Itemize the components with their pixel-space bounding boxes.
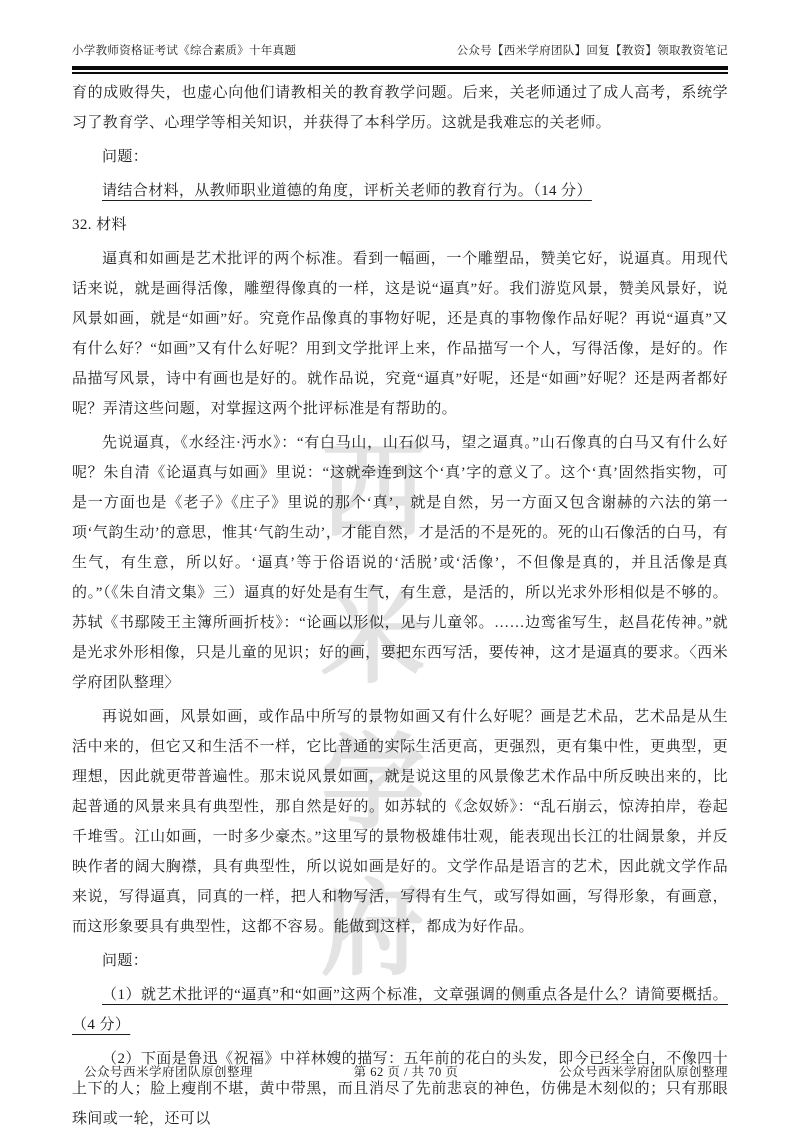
header-rule-thin bbox=[72, 72, 728, 74]
question-31-label: 问题： bbox=[102, 149, 149, 165]
material-31-continuation: 育的成败得失，也虚心向他们请教相关的教育教学问题。后来，关老师通过了成人高考，系统学习了教育学、心理学等相关知识，并获得了本科学历。这就是我难忘的关老师。 bbox=[72, 85, 728, 131]
material-32-paragraph-3: 再说如画，风景如画，或作品中所写的景物如画又有什么好呢？画是艺术品，艺术品是从生活中来的，但它又和生活不一样，它比普通的实际生活更高，更强烈，更有集中性，更典型，更理想，因此就更带普遍性。那末说风景如画，就是说这里的风景像艺术作品中所反映出来的，比起普通的风景来具有典型性，那自然是好的。如苏轼的《念奴娇》：“乱石崩云，惊涛拍岸，卷起千堆雪。江山如画，一时多少豪杰。”这里写的景物极雄伟壮观，能表现出长江的壮阔景象，并反映作者的阔大胸襟，具有典型性，所以说如画是好的。文学作品是语言的艺术，因此就文学作品来说，写得逼真，同真的一样，把人和物写活，写得有生气，或写得如画，写得形象，有画意，而这形象要具有典型性，这都不容易。能做到这样，都成为好作品。 bbox=[72, 709, 728, 935]
header-promo: 公众号【西米学府团队】回复【教资】领取教资笔记 bbox=[456, 45, 728, 57]
item-32-heading: 32. 材料 bbox=[72, 217, 127, 233]
watermark-line-1: 西米 bbox=[320, 435, 443, 696]
page-header bbox=[72, 42, 728, 58]
document-body bbox=[72, 78, 728, 1132]
question-32-label: 问题： bbox=[102, 953, 149, 969]
material-32-paragraph-1: 逼真和如画是艺术批评的两个标准。看到一幅画，一个雕塑品，赞美它好，说逼真。用现代话来说，就是画得活像，雕塑得像真的一样，这是说“逼真”好。我们游览风景，赞美风景好，说风景如画，就是“如画”好。究竟作品像真的事物好呢，还是真的事物像作品好呢？再说“逼真”又有什么好？“如画”又有什么好呢？用到文学批评上来，作品描写一个人，写得活像，是好的。作品描写风景，诗中有画也是好的。就作品说，究竟“逼真”好呢，还是“如画”好呢？还是两者都好呢？弄清这些问题，对掌握这两个批评标准是有帮助的。 bbox=[72, 251, 728, 417]
header-rule-thick bbox=[72, 66, 728, 70]
question-32-2: （2）下面是鲁迅《祝福》中祥林嫂的描写：五年前的花白的头发，即今已经全白，不像四十上下的人；脸上瘦削不堪，黄中带黑，而且消尽了先前悲哀的神色，仿佛是木刻似的；只有那眼珠间或一轮，还可以 bbox=[72, 1051, 728, 1127]
page-footer bbox=[72, 1062, 728, 1080]
watermark-line-2: 学府 bbox=[320, 727, 443, 988]
header-rule bbox=[72, 66, 728, 74]
footer-left-credit: 公众号西米学府团队原创整理 bbox=[84, 1065, 254, 1079]
footer-page-indicator: 第 62 页 / 共 70 页 bbox=[353, 1065, 459, 1079]
footer-right-credit: 公众号西米学府团队原创整理 bbox=[558, 1065, 728, 1079]
header-title: 小学教师资格证考试《综合素质》十年真题 bbox=[72, 45, 297, 57]
question-31: 请结合材料，从教师职业道德的角度，评析关老师的教育行为。（14 分） bbox=[102, 183, 592, 199]
material-32-paragraph-2: 先说逼真，《水经注·沔水》：“有白马山，山石似马，望之逼真。”山石像真的白马又有什么好呢？朱自清《论逼真与如画》里说：“这就牵连到这个‘真’字的意义了。这个‘真’固然指实物，可是一方面也是《老子》《庄子》里说的那个‘真’，就是自然，另一方面又包含谢赫的六法的第一项‘气韵生动’的意思，惟其‘气韵生动’，才能自然，才是活的不是死的。死的山石像活的白马，有生气，有生意，所以好。‘逼真’等于俗语说的‘活脱’或‘活像’，不但像是真的，并且活像是真的。”（《朱自清文集》三）逼真的好处是有生气，有生意，是活的，所以光求外形相似是不够的。苏轼《书鄢陵王主簿所画折枝》：“论画以形似，见与儿童邻。……边鸾雀写生，赵昌花传神。”就是光求外形相像，只是儿童的见识；好的画，要把东西写活，要传神，这才是逼真的要求。〈西米学府团队整理〉 bbox=[72, 435, 728, 691]
question-32-1: （1）就艺术批评的“逼真”和“如画”这两个标准，文章强调的侧重点各是什么？请简要概括。（4 分） bbox=[72, 987, 728, 1033]
